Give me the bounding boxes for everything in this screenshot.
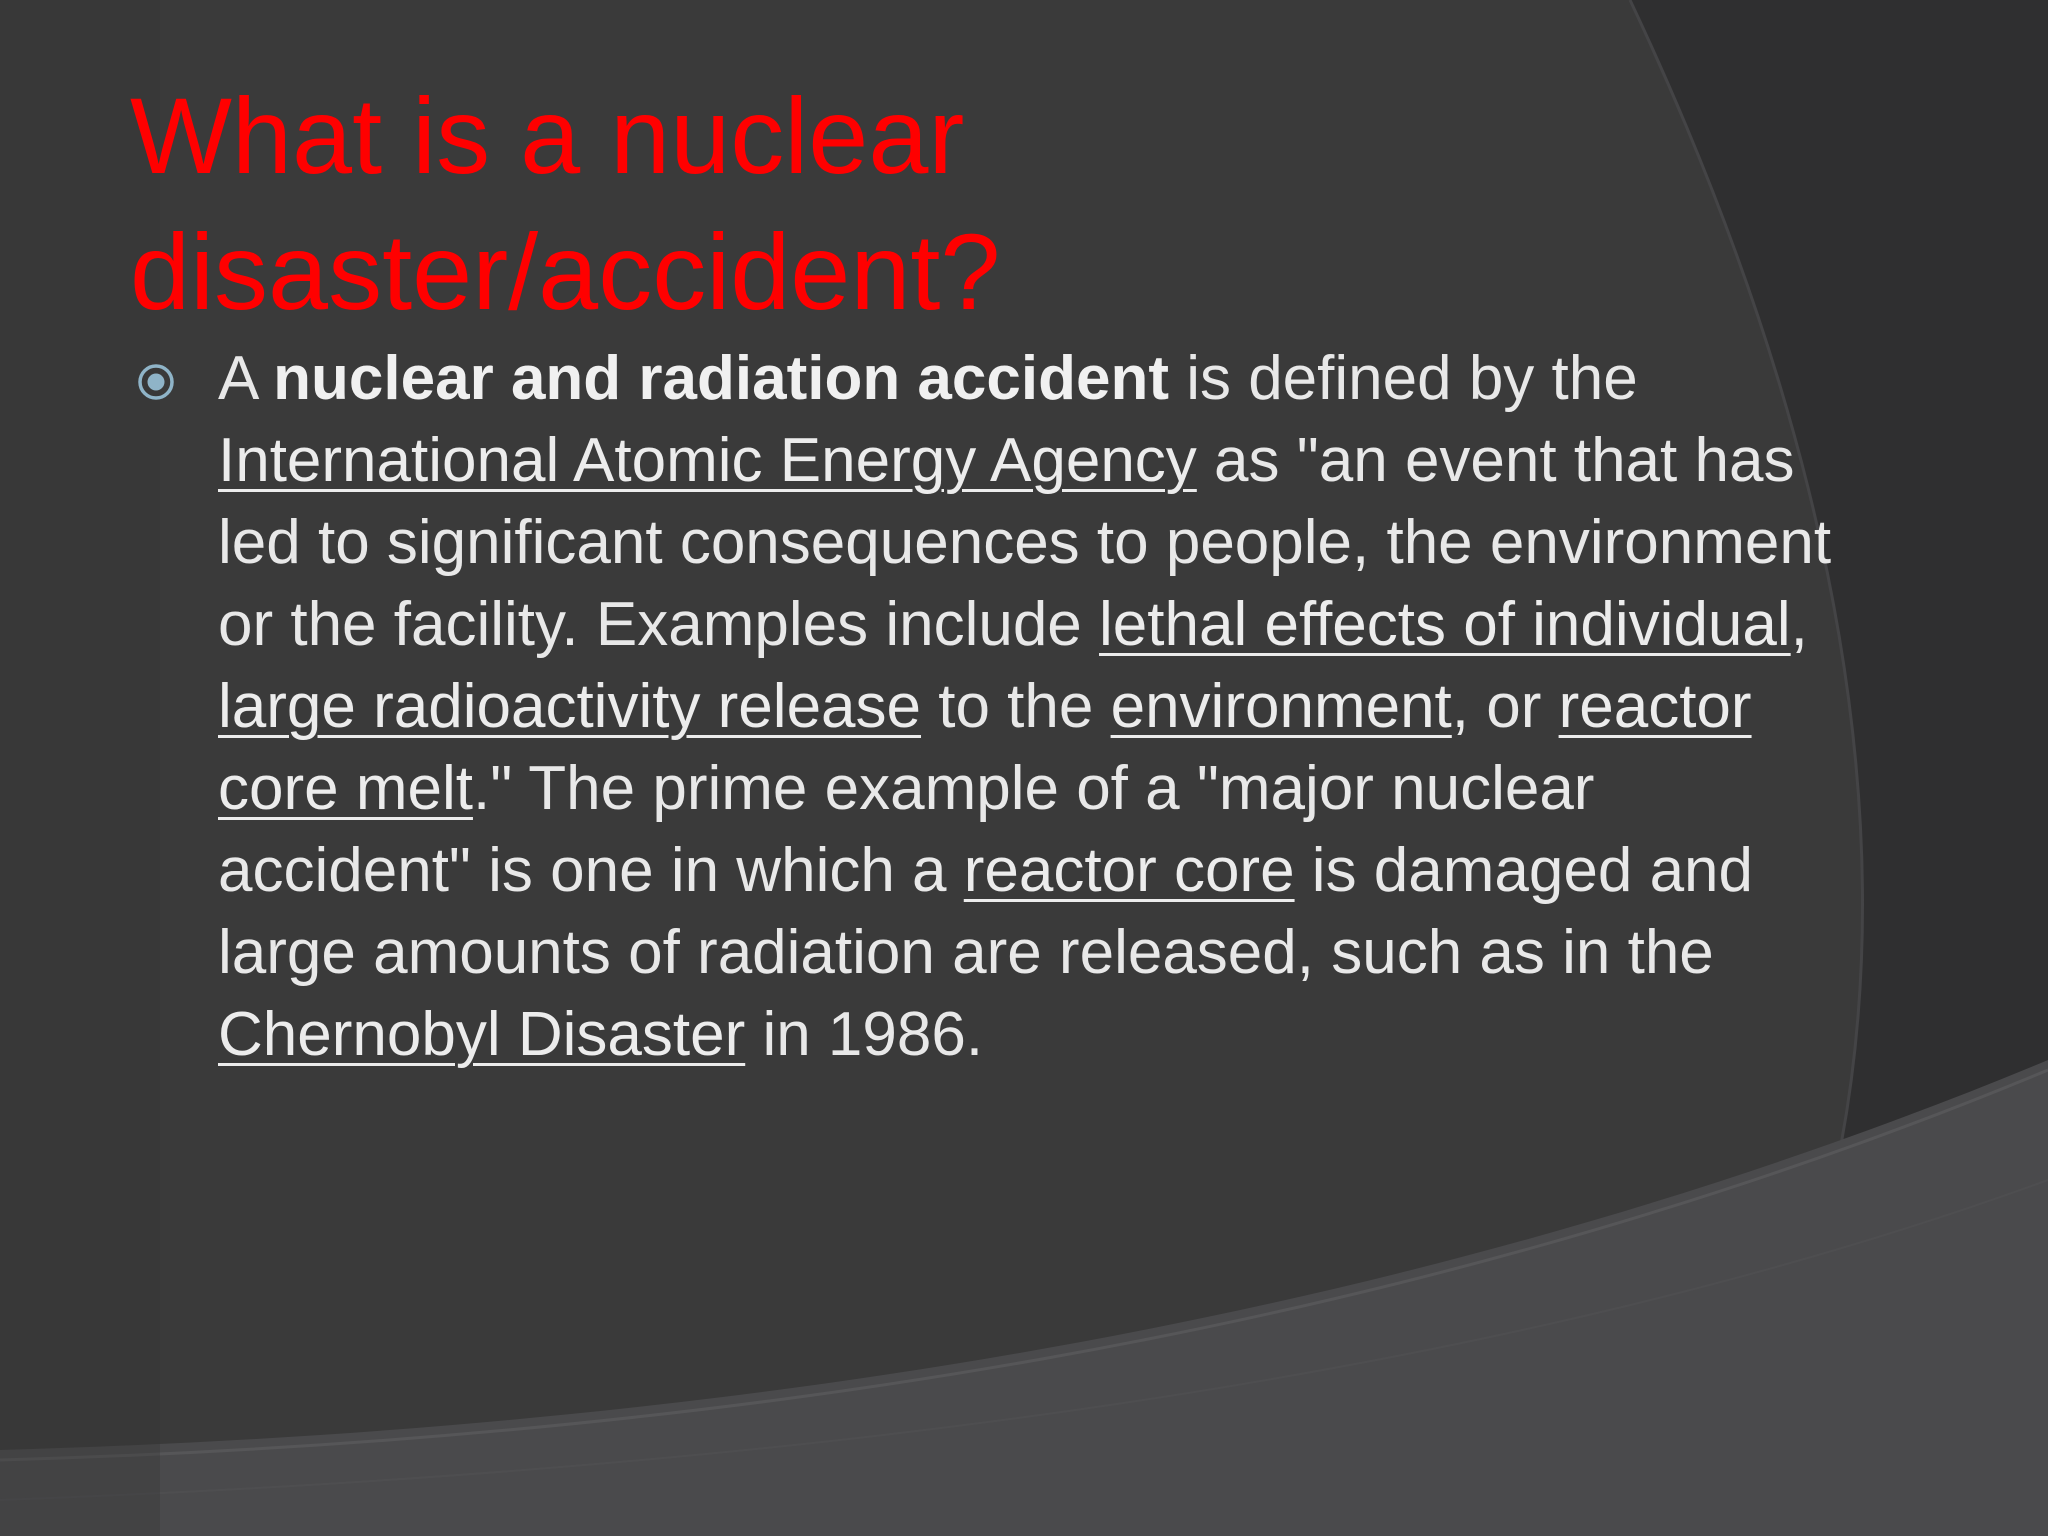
link-chernobyl-disaster[interactable]: Chernobyl Disaster — [218, 1000, 746, 1069]
link-reactor-core[interactable]: reactor core — [963, 836, 1295, 905]
circle-dot-icon — [136, 362, 176, 402]
link-reactor-core-melt[interactable]: reactor core melt — [218, 672, 1752, 823]
text-segment: , or — [1451, 672, 1559, 741]
link-iaea[interactable]: International Atomic Energy Agency — [218, 426, 1197, 495]
text-segment: to the — [921, 672, 1111, 741]
text-segment: ." The prime example of a "major nuclear accident" is one in which a — [218, 754, 1595, 905]
title-line-1: What is a nuclear — [130, 75, 965, 196]
bold-term: nuclear and radiation accident — [273, 344, 1169, 413]
text-segment: is defined by the — [1168, 344, 1638, 413]
text-segment: , — [1790, 590, 1808, 659]
text-segment: as "an event that has led to significant consequences to people, the environment or the facility. Examples include — [218, 426, 1832, 659]
link-environment[interactable]: environment — [1110, 672, 1452, 741]
bullet-paragraph — [218, 338, 1858, 1076]
slide-title — [130, 68, 1630, 340]
text-segment: A — [218, 344, 274, 413]
title-line-2: disaster/accident? — [130, 211, 1001, 332]
text-segment: in 1986. — [745, 1000, 984, 1069]
link-radioactivity-release[interactable]: large radioactivity release — [218, 672, 922, 741]
text-segment: is damaged and large amounts of radiation are released, such as in the — [218, 836, 1754, 987]
link-lethal-effects[interactable]: lethal effects of individual — [1099, 590, 1791, 659]
